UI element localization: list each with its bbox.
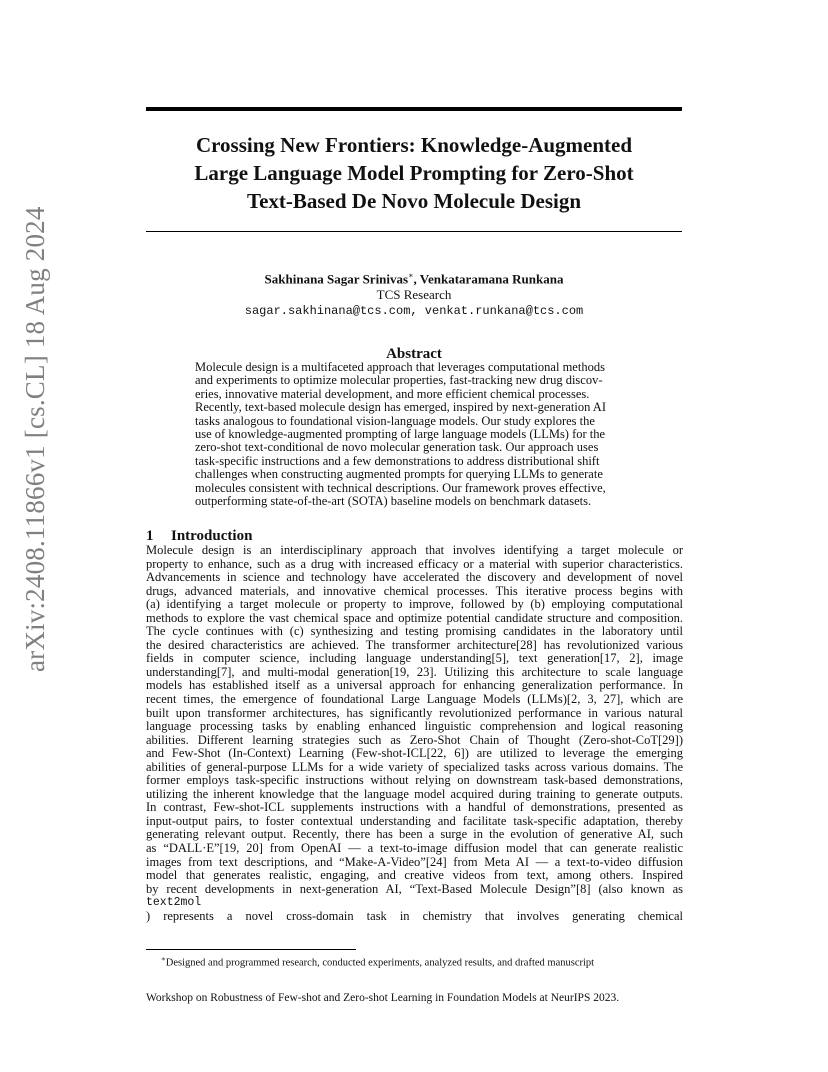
abstract-line: molecules consistent with technical descriptions. Our framework proves effective, <box>195 480 606 495</box>
intro-line: property to enhance, such as a drug with increased efficacy or a material with superior characteristics. <box>146 556 683 571</box>
intro-line: methods to explore the vast chemical space and optimize potential candidate structure and composition. <box>146 610 683 625</box>
first-author: Sakhinana Sagar Srinivas <box>264 271 409 287</box>
intro-line: abilities. Different learning strategies such as Zero-Shot Chain of Thought (Zero-shot-CoT[29]) <box>146 732 683 747</box>
intro-line: the desired characteristics are achieved. The transformer architecture[28] has revolutionized various <box>146 637 683 652</box>
author-names <box>146 268 682 287</box>
intro-line: models has established itself as a universal approach for enhancing generalization performance. In <box>146 678 683 693</box>
intro-line: built upon transformer architectures, has significantly revolutionized performance in various natural <box>146 705 683 720</box>
intro-line: recent times, the emergence of foundational Large Language Models (LLMs)[2, 3, 27], which are <box>146 692 683 707</box>
intro-line: drugs, advanced materials, and innovative chemical processes. This iterative process begins with <box>146 583 683 598</box>
intro-line: generating relevant output. Recently, there has been a surge in the evolution of generative AI, such <box>146 827 683 842</box>
intro-line: input-output pairs, to foster contextual understanding and facilitate task-specific adaptation, thereby <box>146 813 683 828</box>
intro-line: abilities of general-purpose LLMs for a wide variety of specialized tasks across various domains. The <box>146 759 683 774</box>
abstract-heading: Abstract <box>386 346 442 362</box>
abstract-line: challenges when constructing augmented prompts for querying LLMs to generate <box>195 467 603 482</box>
intro-line: former employs task-specific instructions without relying on downstream task-based demonstrations, <box>146 773 683 788</box>
intro-line: In contrast, Few-shot-ICL supplements instructions with a handful of demonstrations, presented as <box>146 800 683 815</box>
intro-line: The cycle continues with (c) synthesizing and testing promising candidates in the laboratory until <box>146 624 683 639</box>
abstract-line: Molecule design is a multifaceted approach that leverages computational methods <box>195 360 605 374</box>
intro-line-rest: ) represents a novel cross-domain task in chemistry that involves generating chemical <box>146 908 683 923</box>
paper-title <box>146 131 682 215</box>
intro-line: as “DALL·E”[19, 20] from OpenAI — a text-to-image diffusion model that can generate realistic <box>146 841 683 856</box>
abstract-text <box>195 361 638 508</box>
intro-line: understanding[7], and multi-modal generation[19, 23]. Utilizing this architecture to scale language <box>146 664 683 679</box>
footnote-text: Designed and programmed research, conducted experiments, analyzed results, and drafted manuscript <box>165 957 595 969</box>
footnote-mark: ∗ <box>161 955 166 963</box>
venue-note: Workshop on Robustness of Few-shot and Zero-shot Learning in Foundation Models at NeurIPS 2023. <box>146 992 620 1004</box>
footnote <box>161 953 594 970</box>
intro-line: and Few-Shot (In-Context) Learning (Few-shot-ICL[22, 6]) are utilized to leverage the emerging <box>146 746 683 761</box>
author-emails: sagar.sakhinana@tcs.com, venkat.runkana@tcs.com <box>244 304 584 319</box>
title-line: Large Language Model Prompting for Zero-Shot <box>194 161 634 185</box>
abstract-line: Recently, text-based molecule design has emerged, inspired by next-generation AI <box>195 400 606 415</box>
intro-line: by recent developments in next-generation AI, “Text-Based Molecule Design”[8] (also known as <box>146 881 683 896</box>
intro-line: (a) identifying a target molecule or property to improve, followed by (b) employing computational <box>146 597 683 612</box>
author-footnote-mark: ∗ <box>408 271 414 280</box>
introduction-text <box>146 544 683 923</box>
abstract-line: use of knowledge-augmented prompting of large language models (LLMs) for the <box>195 427 606 442</box>
intro-line: Molecule design is an interdisciplinary approach that involves identifying a target molecule or <box>146 543 683 557</box>
abstract-line: outperforming state-of-the-art (SOTA) baseline models on benchmark datasets. <box>195 494 592 509</box>
intro-line <box>146 896 683 923</box>
abstract-line: and experiments to optimize molecular properties, fast-tracking new drug discov- <box>195 373 603 388</box>
intro-line: Advancements in science and technology have accelerated the discovery and development of novel <box>146 570 683 585</box>
author-block <box>146 268 682 319</box>
abstract-line: zero-shot text-conditional de novo molecular generation task. Our approach uses <box>195 440 599 455</box>
intro-line: images from text descriptions, and “Make-A-Video”[24] from Meta AI — a text-to-video diffusion <box>146 854 683 869</box>
title-top-rule <box>146 107 682 111</box>
affiliation: TCS Research <box>376 287 452 303</box>
section-number: 1 <box>146 528 154 544</box>
intro-line: model that generates realistic, engaging, and creative videos from text, among others. Inspired <box>146 868 683 883</box>
section-title: Introduction <box>171 528 253 544</box>
second-author: , Venkataramana Runkana <box>413 271 564 287</box>
inline-code: text2mol <box>146 896 202 910</box>
intro-line: utilizing the inherent knowledge that the language model acquired during training to generate outputs. <box>146 786 683 801</box>
title-bottom-rule <box>146 231 682 232</box>
title-line: Crossing New Frontiers: Knowledge-Augmented <box>195 133 633 157</box>
abstract-line: eries, innovative material development, and more efficient chemical processes. <box>195 386 590 401</box>
arxiv-stamp: arXiv:2408.11866v1 [cs.CL] 18 Aug 2024 <box>20 206 50 672</box>
footnote-rule <box>146 949 356 950</box>
intro-line: fields in computer science, including language understanding[5], text generation[17, 2], image <box>146 651 683 666</box>
intro-line: language processing tasks by enabling enhanced linguistic comprehension and logical reasoning <box>146 719 683 734</box>
abstract-line: task-specific instructions and a few demonstrations to address distributional shift <box>195 453 600 468</box>
title-line: Text-Based De Novo Molecule Design <box>246 189 582 213</box>
abstract-line: tasks analogous to foundational vision-language models. Our study explores the <box>195 413 595 428</box>
